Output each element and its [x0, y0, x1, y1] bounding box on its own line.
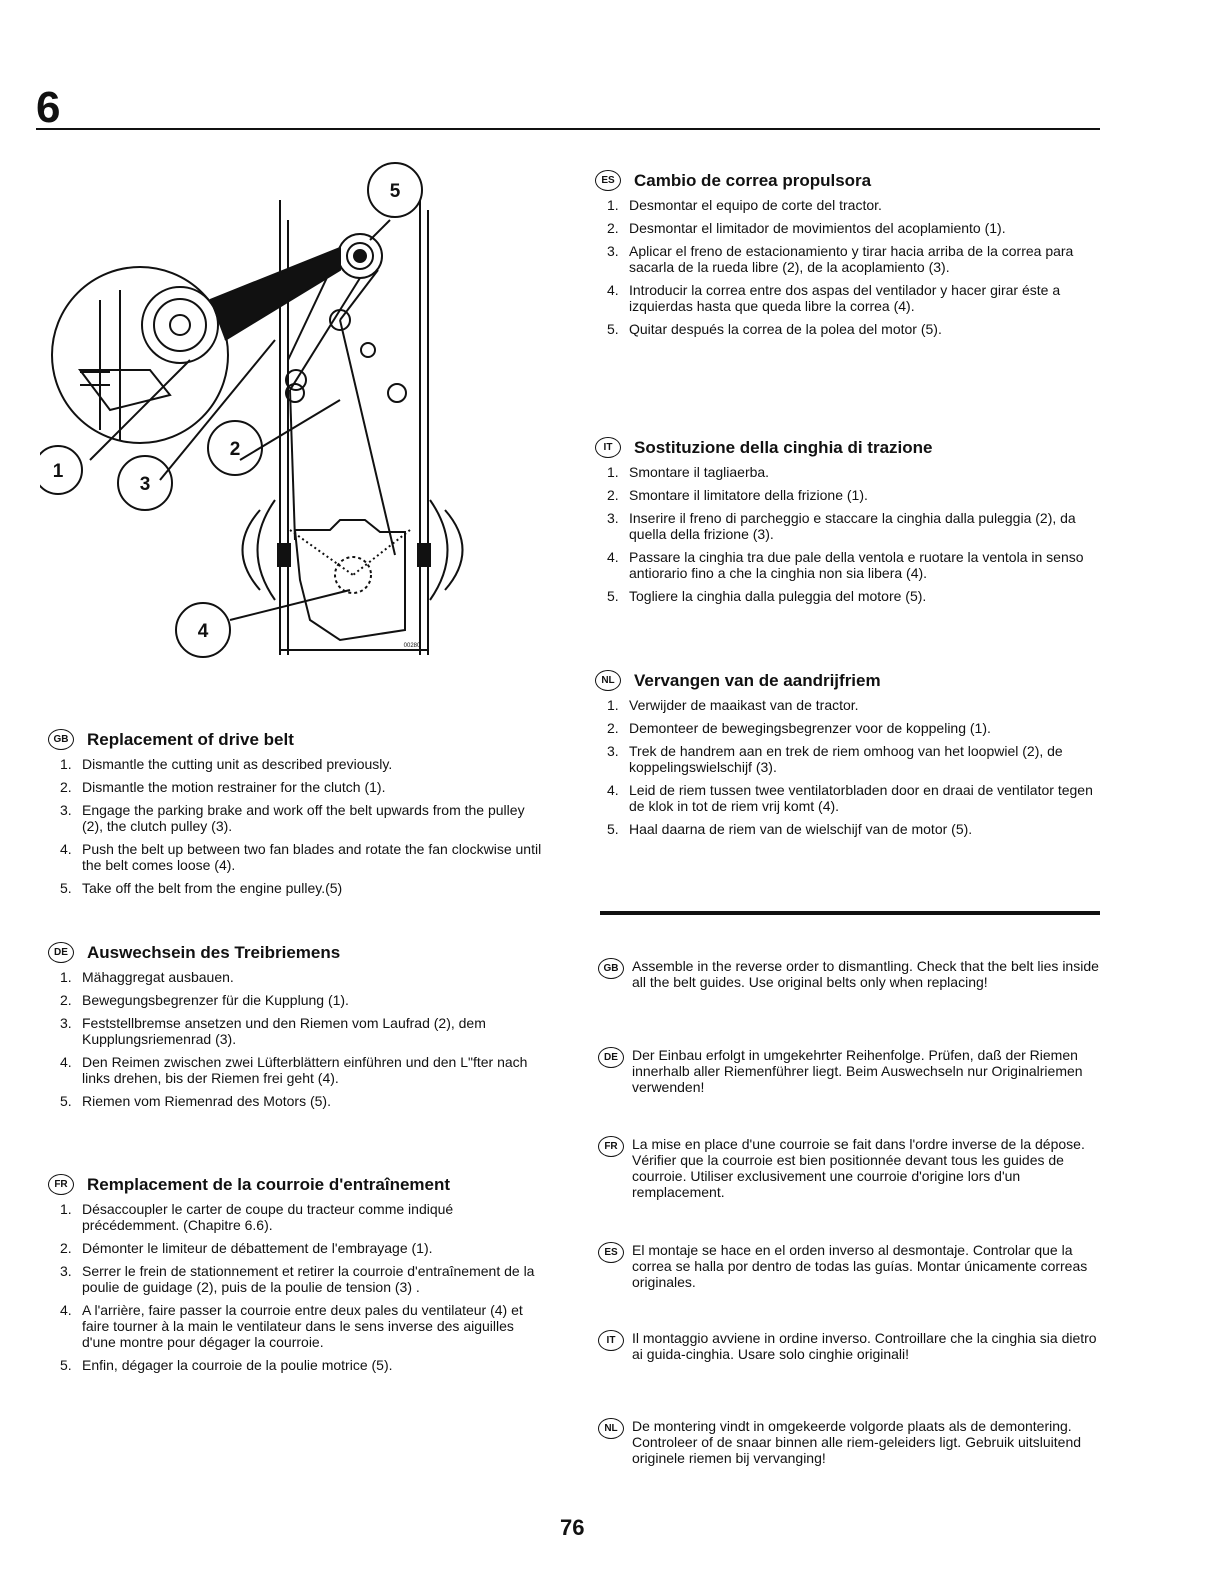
- step: 3. Aplicar el freno de estacionamiento y tirar hacia arriba de la correa para sacarla de la rueda libre (2), de la acoplamiento (3).: [607, 243, 1074, 275]
- step: 1. Desmontar el equipo de corte del tractor.: [607, 197, 882, 213]
- step: 4. A l'arrière, faire passer la courroie entre deux pales du ventilateur (4) et faire tourner à la main le ventilateur dans le sens inverse des aiguilles d'une montre pour dégager la courroie.: [60, 1302, 523, 1350]
- note-text: Der Einbau erfolgt in umgekehrter Reihenfolge. Prüfen, daß der Riemen innerhalb aller Riemenführer liegt. Beim Auswechseln nur Originalriemen verwenden!: [632, 1047, 1083, 1095]
- note-nl: [598, 1418, 1100, 1466]
- lang-badge-it: IT: [598, 1330, 624, 1351]
- lang-badge-es: ES: [598, 1242, 624, 1263]
- step: 2. Démonter le limiteur de débattement de l'embrayage (1).: [60, 1240, 433, 1256]
- section-gb-title: GB Replacement of drive belt: [48, 729, 548, 750]
- note-text: Il montaggio avviene in ordine inverso. Controillare che la cinghia sia dietro ai guida-cinghia. Usare solo cinghie originali!: [632, 1330, 1097, 1362]
- step: 1. Smontare il tagliaerba.: [607, 464, 770, 480]
- step: 1. Verwijder de maaikast van de tractor.: [607, 697, 859, 713]
- lang-badge-it: IT: [595, 437, 621, 458]
- step: 2. Demonteer de bewegingsbegrenzer voor de koppeling (1).: [607, 720, 991, 736]
- step: 3. Feststellbremse ansetzen und den Riemen vom Laufrad (2), dem Kupplungsriemenrad (3).: [60, 1015, 486, 1047]
- section-divider: [600, 911, 1100, 915]
- drive-belt-diagram: [40, 160, 480, 705]
- step: 1. Dismantle the cutting unit as described previously.: [60, 756, 393, 772]
- step: 1. Désaccoupler le carter de coupe du tracteur comme indiqué précédemment. (Chapitre 6.6).: [60, 1201, 454, 1233]
- lang-badge-gb: GB: [48, 729, 74, 750]
- section-fr-steps: [48, 1201, 548, 1373]
- lang-badge-fr: FR: [598, 1136, 624, 1157]
- step: 1. Mähaggregat ausbauen.: [60, 969, 234, 985]
- section-gb: [48, 729, 548, 903]
- lang-badge-nl: NL: [598, 1418, 624, 1439]
- note-text: La mise en place d'une courroie se fait dans l'ordre inverse de la dépose. Vérifier que la courroie est bien positionnée devant tous les guides de courroie. Utiliser exclusivement une courroie d'origine lors d'un remplacement.: [632, 1136, 1085, 1200]
- step: 2. Dismantle the motion restrainer for the clutch (1).: [60, 779, 386, 795]
- callout-1: 1: [52, 461, 64, 482]
- step: 4. Passare la cinghia tra due pale della ventola e ruotare la ventola in senso antiorario fino a che la cinghia non sia libera (4).: [607, 549, 1084, 581]
- section-de: [48, 942, 548, 1116]
- callout-4: 4: [197, 621, 209, 642]
- section-it: [595, 437, 1100, 611]
- lang-badge-fr: FR: [48, 1174, 74, 1195]
- section-de-steps: [48, 969, 548, 1109]
- step: 2. Bewegungsbegrenzer für die Kupplung (1).: [60, 992, 349, 1008]
- step: 3. Serrer le frein de stationnement et retirer la courroie d'entraînement de la poulie de guidage (2), puis de la poulie de tension (3) .: [60, 1263, 535, 1295]
- note-text: El montaje se hace en el orden inverso al desmontaje. Controlar que la correa se halla por dentro de todas las guías. Montar únicamente correas originales.: [632, 1242, 1088, 1290]
- step: 5. Riemen vom Riemenrad des Motors (5).: [60, 1093, 331, 1109]
- step: 2. Desmontar el limitador de movimientos del acoplamiento (1).: [607, 220, 1006, 236]
- step: 5. Haal daarna de riem van de wielschijf van de motor (5).: [607, 821, 973, 837]
- lang-badge-de: DE: [48, 942, 74, 963]
- section-nl: [595, 670, 1100, 844]
- note-gb: [598, 958, 1100, 990]
- step: 5. Togliere la cinghia dalla puleggia del motore (5).: [607, 588, 927, 604]
- note-de: [598, 1047, 1100, 1095]
- step: 5. Quitar después la correa de la polea del motor (5).: [607, 321, 942, 337]
- note-it: [598, 1330, 1100, 1362]
- step: 2. Smontare il limitatore della frizione (1).: [607, 487, 868, 503]
- step: 3. Inserire il freno di parcheggio e staccare la cinghia dalla puleggia (2), da quella della frizione (3).: [607, 510, 1076, 542]
- step: 4. Leid de riem tussen twee ventilatorbladen door en draai de ventilator tegen de klok in tot de riem vrij komt (4).: [607, 782, 1093, 814]
- lang-badge-es: ES: [595, 170, 621, 191]
- note-text: De montering vindt in omgekeerde volgorde plaats als de demontering. Controleer of de snaar binnen alle riem-geleiders ligt. Gebruik uitsluitend originele riemen bij vervanging!: [632, 1418, 1082, 1466]
- step: 5. Enfin, dégager la courroie de la poulie motrice (5).: [60, 1357, 393, 1373]
- step: 3. Trek de handrem aan en trek de riem omhoog van het loopwiel (2), de koppelingswielschijf (3).: [607, 743, 1063, 775]
- header-rule: [36, 128, 1100, 130]
- chapter-number: 6: [36, 83, 61, 132]
- step: 4. Push the belt up between two fan blades and rotate the fan clockwise until the belt comes loose (4).: [60, 841, 542, 873]
- step: 5. Take off the belt from the engine pulley.(5): [60, 880, 343, 896]
- section-gb-steps: [48, 756, 548, 896]
- lang-badge-de: DE: [598, 1047, 624, 1068]
- section-es-title: ES Cambio de correa propulsora: [595, 170, 1100, 191]
- section-it-title: IT Sostituzione della cinghia di trazione: [595, 437, 1100, 458]
- section-es: [595, 170, 1100, 344]
- section-nl-title: NL Vervangen van de aandrijfriem: [595, 670, 1100, 691]
- note-text: Assemble in the reverse order to dismantling. Check that the belt lies inside all the belt guides. Use original belts only when replacing!: [632, 958, 1099, 990]
- step: 3. Engage the parking brake and work off the belt upwards from the pulley (2), the clutch pulley (3).: [60, 802, 525, 834]
- callout-3: 3: [139, 474, 151, 495]
- lang-badge-nl: NL: [595, 670, 621, 691]
- step: 4. Introducir la correa entre dos aspas del ventilador y hacer girar éste a izquierdas hasta que queda libre la correa (4).: [607, 282, 1061, 314]
- step: 4. Den Reimen zwischen zwei Lüfterblättern einführen und den L"fter nach links drehen, bis der Riemen frei geht (4).: [60, 1054, 528, 1086]
- section-nl-steps: [595, 697, 1100, 837]
- section-it-steps: [595, 464, 1100, 604]
- note-fr: [598, 1136, 1100, 1200]
- note-es: [598, 1242, 1100, 1290]
- lang-badge-gb: GB: [598, 958, 624, 979]
- section-es-steps: [595, 197, 1100, 337]
- section-fr: [48, 1174, 548, 1380]
- callout-2: 2: [229, 439, 241, 460]
- diagram-code: 00280: [403, 643, 421, 649]
- section-fr-title: FR Remplacement de la courroie d'entraînement: [48, 1174, 548, 1195]
- page-number: 76: [560, 1515, 585, 1540]
- callout-5: 5: [389, 181, 401, 202]
- section-de-title: DE Auswechsein des Treibriemens: [48, 942, 548, 963]
